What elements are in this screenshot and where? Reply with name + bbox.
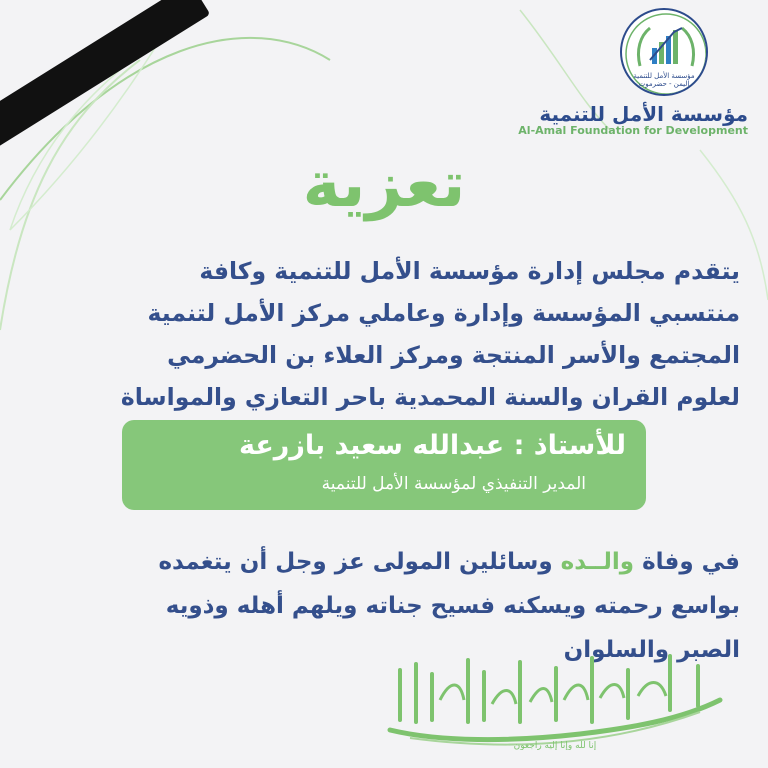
quranic-calligraphy xyxy=(380,650,730,750)
recipient-box xyxy=(122,420,646,510)
intro-line: يتقدم مجلس إدارة مؤسسة الأمل للتنمية وكافة xyxy=(199,257,740,285)
organization-name-arabic: مؤسسة الأمل للتنمية xyxy=(539,102,748,126)
highlighted-word: والــده xyxy=(560,549,635,575)
recipient-name: للأستاذ : عبدالله سعيد بازرعة xyxy=(238,430,626,461)
condolence-text: في وفاة xyxy=(634,549,740,575)
organization-logo xyxy=(620,8,708,96)
condolence-line: بواسع رحمته ويسكنه فسيح جناته ويلهم أهله وذويه xyxy=(165,593,740,619)
intro-line: منتسبي المؤسسة وإدارة وعاملي مركز الأمل لتنمية xyxy=(147,299,740,327)
intro-line: المجتمع والأسر المنتجة ومركز العلاء بن الحضرمي xyxy=(167,341,740,369)
condolence-line: الصبر والسلوان xyxy=(563,637,740,663)
mourning-ribbon xyxy=(0,0,210,152)
intro-line: لعلوم القران والسنة المحمدية باحر التعازي والمواساة xyxy=(120,383,740,411)
logo-caption: مؤسسة الأمل للتنمية xyxy=(633,72,695,80)
logo-subcaption: اليمن - حضرموت xyxy=(638,80,690,88)
calligraphy-text: إنا لله وإنا إليه راجعون xyxy=(513,741,597,750)
recipient-position: المدير التنفيذي لمؤسسة الأمل للتنمية xyxy=(321,474,586,494)
condolence-text: وسائلين المولى عز وجل أن يتغمده xyxy=(158,549,561,575)
page-title: تعزية xyxy=(302,148,466,222)
condolence-line xyxy=(60,540,740,584)
intro-paragraph xyxy=(30,250,740,418)
organization-name-english: Al-Amal Foundation for Development xyxy=(518,124,748,137)
